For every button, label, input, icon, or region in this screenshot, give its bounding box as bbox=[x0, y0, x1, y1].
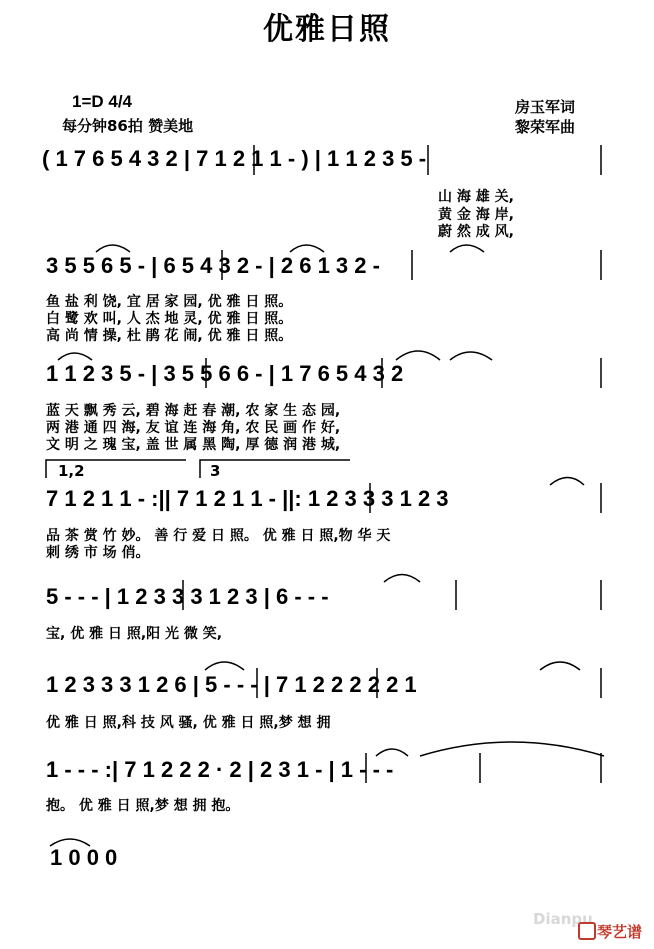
slur bbox=[550, 478, 584, 486]
slur bbox=[396, 351, 440, 360]
score-line-4: 7 1 2 1 1 - :|| 7 1 2 1 1 - ||: 1 2 3 3 3 1 2 3 bbox=[46, 486, 449, 511]
slur bbox=[376, 749, 408, 756]
lyric-line-5: 宝, 优 雅 日 照,阳 光 微 笑, bbox=[46, 626, 223, 642]
tempo-marking: 每分钟86拍 赞美地 bbox=[62, 117, 194, 135]
tie bbox=[420, 742, 604, 756]
watermark-text: Dianpu bbox=[533, 910, 593, 928]
lyricist: 房玉军词 bbox=[515, 98, 576, 116]
score-line-2: 3 5 5 6 5 - | 6 5 4 3 2 - | 2 6 1 3 2 - bbox=[46, 253, 380, 278]
lyric-line-2-verse-1: 鱼 盐 利 饶, 宜 居 家 园, 优 雅 日 照。 bbox=[46, 294, 293, 310]
brand-name: 琴艺谱 bbox=[597, 923, 643, 941]
slur bbox=[205, 662, 244, 670]
score-line-5: 5 - - - | 1 2 3 3 3 1 2 3 | 6 - - - bbox=[46, 584, 329, 609]
lyric-line-6: 优 雅 日 照,科 技 风 骚, 优 雅 日 照,梦 想 拥 bbox=[46, 715, 331, 731]
slur bbox=[384, 575, 420, 583]
volta-bracket-2 bbox=[200, 460, 350, 478]
slur bbox=[540, 662, 580, 670]
score-line-7: 1 - - - :| 7 1 2 2 2 · 2 | 2 3 1 - | 1 - - - bbox=[46, 757, 394, 782]
lyric-line-4-verse-1: 品 茶 赏 竹 妙。 善 行 爱 日 照。 优 雅 日 照,物 华 天 bbox=[46, 528, 391, 544]
lyric-line-3-verse-1: 蓝 天 飘 秀 云, 碧 海 赶 春 潮, 农 家 生 态 园, bbox=[46, 403, 341, 419]
slur bbox=[450, 352, 492, 360]
score-line-6: 1 2 3 3 3 1 2 6 | 5 - - - | 7 1 2 2 2 2 2 1 bbox=[46, 672, 417, 697]
composer: 黎荣军曲 bbox=[515, 118, 576, 136]
lyric-line-3-verse-2: 两 港 通 四 海, 友 谊 连 海 角, 农 民 画 作 好, bbox=[46, 420, 341, 436]
lyric-line-7: 抱。 优 雅 日 照,梦 想 拥 抱。 bbox=[46, 798, 240, 814]
slur bbox=[450, 245, 484, 252]
slur bbox=[96, 245, 130, 252]
lyric-line-1-verse-2: 黄 金 海 岸, bbox=[438, 207, 514, 223]
lyric-line-1-verse-3: 蔚 然 成 风, bbox=[438, 224, 514, 240]
song-title: 优雅日照 bbox=[263, 12, 391, 47]
volta-3-label: 3 bbox=[210, 462, 221, 480]
slur bbox=[50, 839, 90, 846]
lyric-line-3-verse-3: 文 明 之 瑰 宝, 盖 世 属 黑 陶, 厚 德 润 港 城, bbox=[46, 437, 341, 453]
brand-logo-icon bbox=[578, 922, 596, 940]
slur bbox=[58, 353, 92, 360]
slur bbox=[290, 245, 324, 252]
lyric-line-4-verse-2: 刺 绣 市 场 俏。 bbox=[46, 545, 150, 561]
volta-bracket-1 bbox=[46, 460, 186, 478]
key-meter: 1=D 4/4 bbox=[72, 92, 133, 111]
score-line-3: 1 1 2 3 5 - | 3 5 5 6 6 - | 1 7 6 5 4 3 2 bbox=[46, 361, 404, 386]
lyric-line-2-verse-3: 高 尚 情 操, 杜 鹃 花 闹, 优 雅 日 照。 bbox=[46, 328, 293, 344]
lyric-line-1-verse-1: 山 海 雄 关, bbox=[438, 189, 514, 205]
score-line-1: ( 1 7 6 5 4 3 2 | 7 1 2 1 1 - ) | 1 1 2 3 5 - bbox=[42, 146, 427, 171]
volta-1-2-label: 1,2 bbox=[58, 462, 85, 480]
lyric-line-2-verse-2: 白 鹭 欢 叫, 人 杰 地 灵, 优 雅 日 照。 bbox=[46, 311, 293, 327]
score-line-8-final: 1 0 0 0 bbox=[50, 845, 118, 870]
